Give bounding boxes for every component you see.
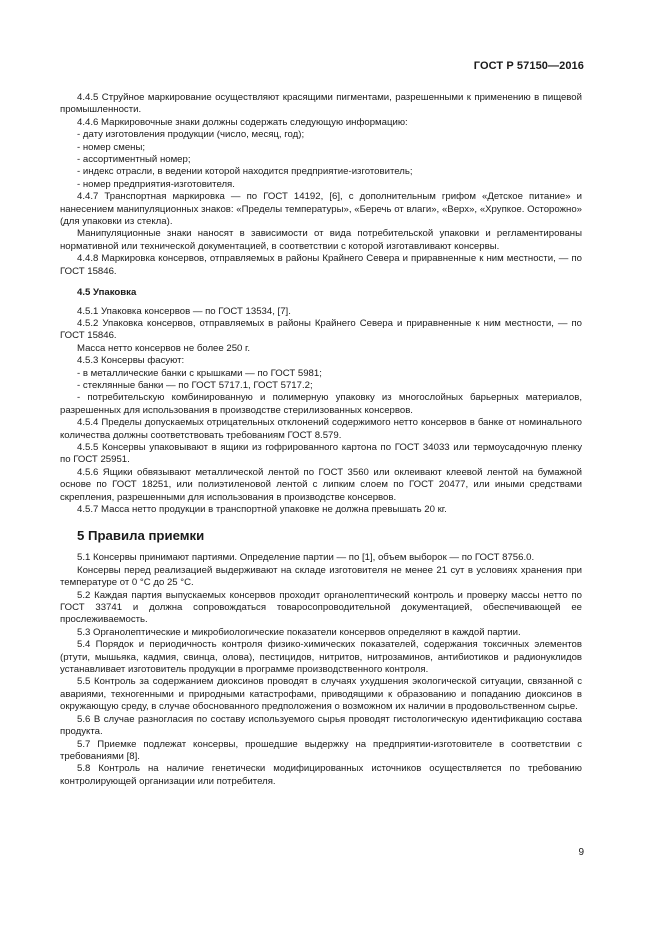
paragraph: 4.4.5 Струйное маркирование осуществляют красящими пигментами, разрешенными к применению в пищевой промышленности. xyxy=(60,92,582,116)
paragraph: 4.5.6 Ящики обвязывают металлической лентой по ГОСТ 3560 или оклеивают клеевой лентой на бумажной основе по ГОСТ 18251, или полиэтиленовой лентой с липким слоем по ГОСТ 20477, или иными средствами скрепления, разрешенными для использования в производстве консервов. xyxy=(60,466,582,503)
section-heading: 5 Правила приемки xyxy=(77,528,205,544)
paragraph: - ассортиментный номер; xyxy=(77,154,191,166)
page-number: 9 xyxy=(578,847,584,858)
paragraph: 4.4.6 Маркировочные знаки должны содержать следующую информацию: xyxy=(77,116,408,128)
paragraph: - номер смены; xyxy=(77,141,146,153)
paragraph: - дату изготовления продукции (число, месяц, год); xyxy=(77,129,305,141)
subsection-heading: 4.5 Упаковка xyxy=(77,287,137,299)
paragraph: Манипуляционные знаки наносят в зависимости от вида потребительской упаковки и регламентированы нормативной или технической документацией, в соответствии с которой изготавливают консервы. xyxy=(60,228,582,252)
paragraph: 4.5.7 Масса нетто продукции в транспортной упаковке не должна превышать 20 кг. xyxy=(77,504,447,515)
document-body xyxy=(60,92,582,788)
paragraph: Консервы перед реализацией выдерживают на складе изготовителя не менее 21 сут в условиях хранения при температуре от 0 °С до 25 °С. xyxy=(60,564,582,589)
paragraph: 5.3 Органолептические и микробиологические показатели консервов определяют в каждой партии. xyxy=(77,626,521,638)
paragraph: 4.5.1 Упаковка консервов — по ГОСТ 13534, [7]. xyxy=(77,305,291,317)
paragraph: 5.4 Порядок и периодичность контроля физико-химических показателей, содержания токсичных элементов (ртути, мышьяка, кадмия, свинца, олова), пестицидов, нитритов, нитрозаминов, антибиотиков и радионуклидов устанавливает изготовитель продукции в программе производственного контроля. xyxy=(60,639,582,676)
paragraph: 5.7 Приемке подлежат консервы, прошедшие выдержку на предприятии-изготовителе в соответствии с требованиями [8]. xyxy=(60,738,582,762)
paragraph: - в металлические банки с крышками — по ГОСТ 5981; xyxy=(77,367,322,379)
paragraph: 5.1 Консервы принимают партиями. Определение партии — по [1], объем выборок — по ГОСТ 8756.0. xyxy=(77,552,535,564)
paragraph: 5.8 Контроль на наличие генетически модифицированных источников осуществляется по требованию контролирующей организации или потребителя. xyxy=(60,763,582,787)
paragraph: 4.5.4 Пределы допускаемых отрицательных отклонений содержимого нетто консервов в банке от номинального количества должны соответствовать требованиям ГОСТ 8.579. xyxy=(60,417,582,441)
paragraph: - потребительскую комбинированную и полимерную упаковку из многослойных барьерных материалов, разрешенных для использования в производстве стерилизованных консервов. xyxy=(60,392,582,416)
paragraph: 4.5.5 Консервы упаковывают в ящики из гофрированного картона по ГОСТ 34033 или термоусадочную пленку по ГОСТ 25951. xyxy=(60,441,582,466)
standard-code: ГОСТ Р 57150—2016 xyxy=(473,60,584,72)
paragraph: 4.4.7 Транспортная маркировка — по ГОСТ 14192, [6], с дополнительным грифом «Детское питание» и нанесением манипуляционных знаков: «Пределы температуры», «Беречь от влаги», «Верх», «Хрупкое. Осторожно» (для упаковки из стекла). xyxy=(60,191,582,228)
paragraph: Масса нетто консервов не более 250 г. xyxy=(77,342,251,354)
paragraph: 4.5.3 Консервы фасуют: xyxy=(77,355,185,367)
paragraph: 5.5 Контроль за содержанием диоксинов проводят в случаях ухудшения экологической ситуации, связанной с авариями, техногенными и природными катастрофами, приводящими к образованию и попаданию диоксинов в окружающую среду, в случае обоснованного предположения о возможном их наличии в продовольственном сырье. xyxy=(60,676,582,713)
paragraph: 5.6 В случае разногласия по составу используемого сырья проводят гистологическую идентификацию состава продукта. xyxy=(60,713,582,738)
paragraph: 4.4.8 Маркировка консервов, отправляемых в районы Крайнего Севера и приравненные к ним местности, — по ГОСТ 15846. xyxy=(60,253,582,277)
paragraph: 4.5.2 Упаковка консервов, отправляемых в районы Крайнего Севера и приравненные к ним местности, — по ГОСТ 15846. xyxy=(60,317,582,342)
paragraph: - стеклянные банки — по ГОСТ 5717.1, ГОСТ 5717.2; xyxy=(77,379,313,391)
paragraph: - номер предприятия-изготовителя. xyxy=(77,178,235,190)
paragraph: - индекс отрасли, в ведении которой находится предприятие-изготовитель; xyxy=(77,166,413,178)
paragraph: 5.2 Каждая партия выпускаемых консервов проходит органолептический контроль и проверку массы нетто по ГОСТ 33741 и должна сопровождаться товаросопроводительной документацией, обеспечивающей ее прослеживаемость. xyxy=(60,589,582,626)
